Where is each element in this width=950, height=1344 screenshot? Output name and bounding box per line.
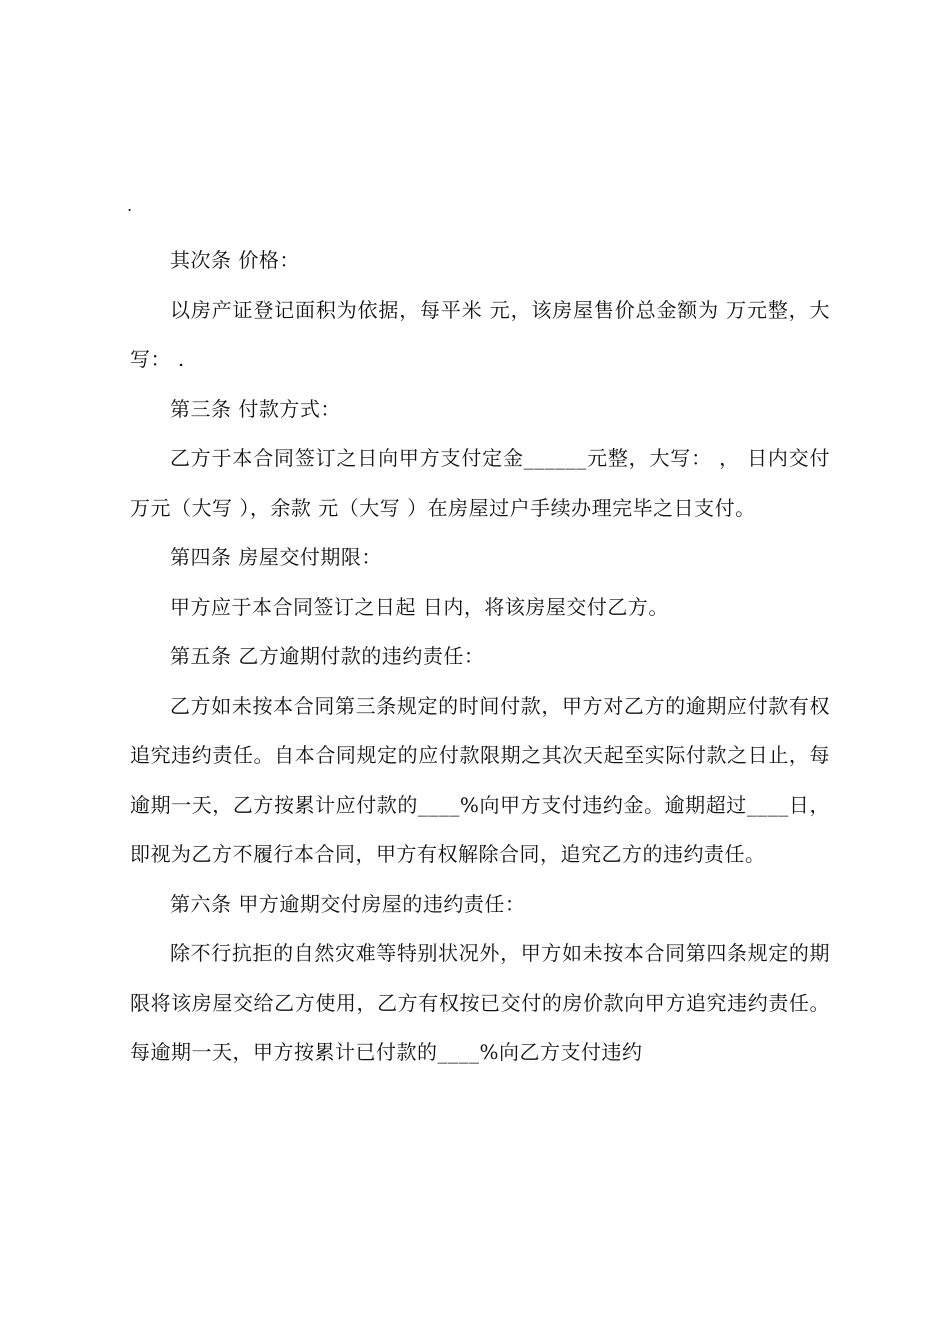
article-2-text: 以房产证登记面积为依据，每平米 元，该房屋售价总金额为 万元整，大写： . <box>130 297 830 371</box>
article-2-heading: 其次条 价格： <box>170 248 300 272</box>
contract-body <box>130 236 830 1078</box>
article-3-heading: 第三条 付款方式： <box>170 396 341 421</box>
article-3-text: 乙方于本合同签订之日向甲方支付定金______元整，大写： ， 日内交付 万元（大写 ），余款 元（大写 ）在房屋过户手续办理完毕之日支付。 <box>130 446 830 520</box>
article-6-heading: 第六条 甲方逾期交付房屋的违约责任： <box>170 891 526 916</box>
article-4-heading: 第四条 房屋交付期限： <box>170 545 382 569</box>
article-6-text: 除不行抗拒的自然灾难等特别状况外，甲方如未按本合同第四条规定的期限将该房屋交给乙方使用，乙方有权按已交付的房价款向甲方追究违约责任。每逾期一天，甲方按累计已付款的____%向乙方支付违约 <box>130 941 830 1064</box>
leading-mark: . <box>127 196 133 215</box>
article-5-heading: 第五条 乙方逾期付款的违约责任： <box>170 644 485 668</box>
article-4-text: 甲方应于本合同签订之日起 日内，将该房屋交付乙方。 <box>170 594 669 619</box>
article-5-text: 乙方如未按本合同第三条规定的时间付款，甲方对乙方的逾期应付款有权追究违约责任。自本合同规定的应付款限期之其次天起至实际付款之日止，每逾期一天，乙方按累计应付款的____%向甲方支付违约金。逾期超过____日，即视为乙方不履行本合同，甲方有权解除合同，追究乙方的违约责任。 <box>130 693 830 866</box>
